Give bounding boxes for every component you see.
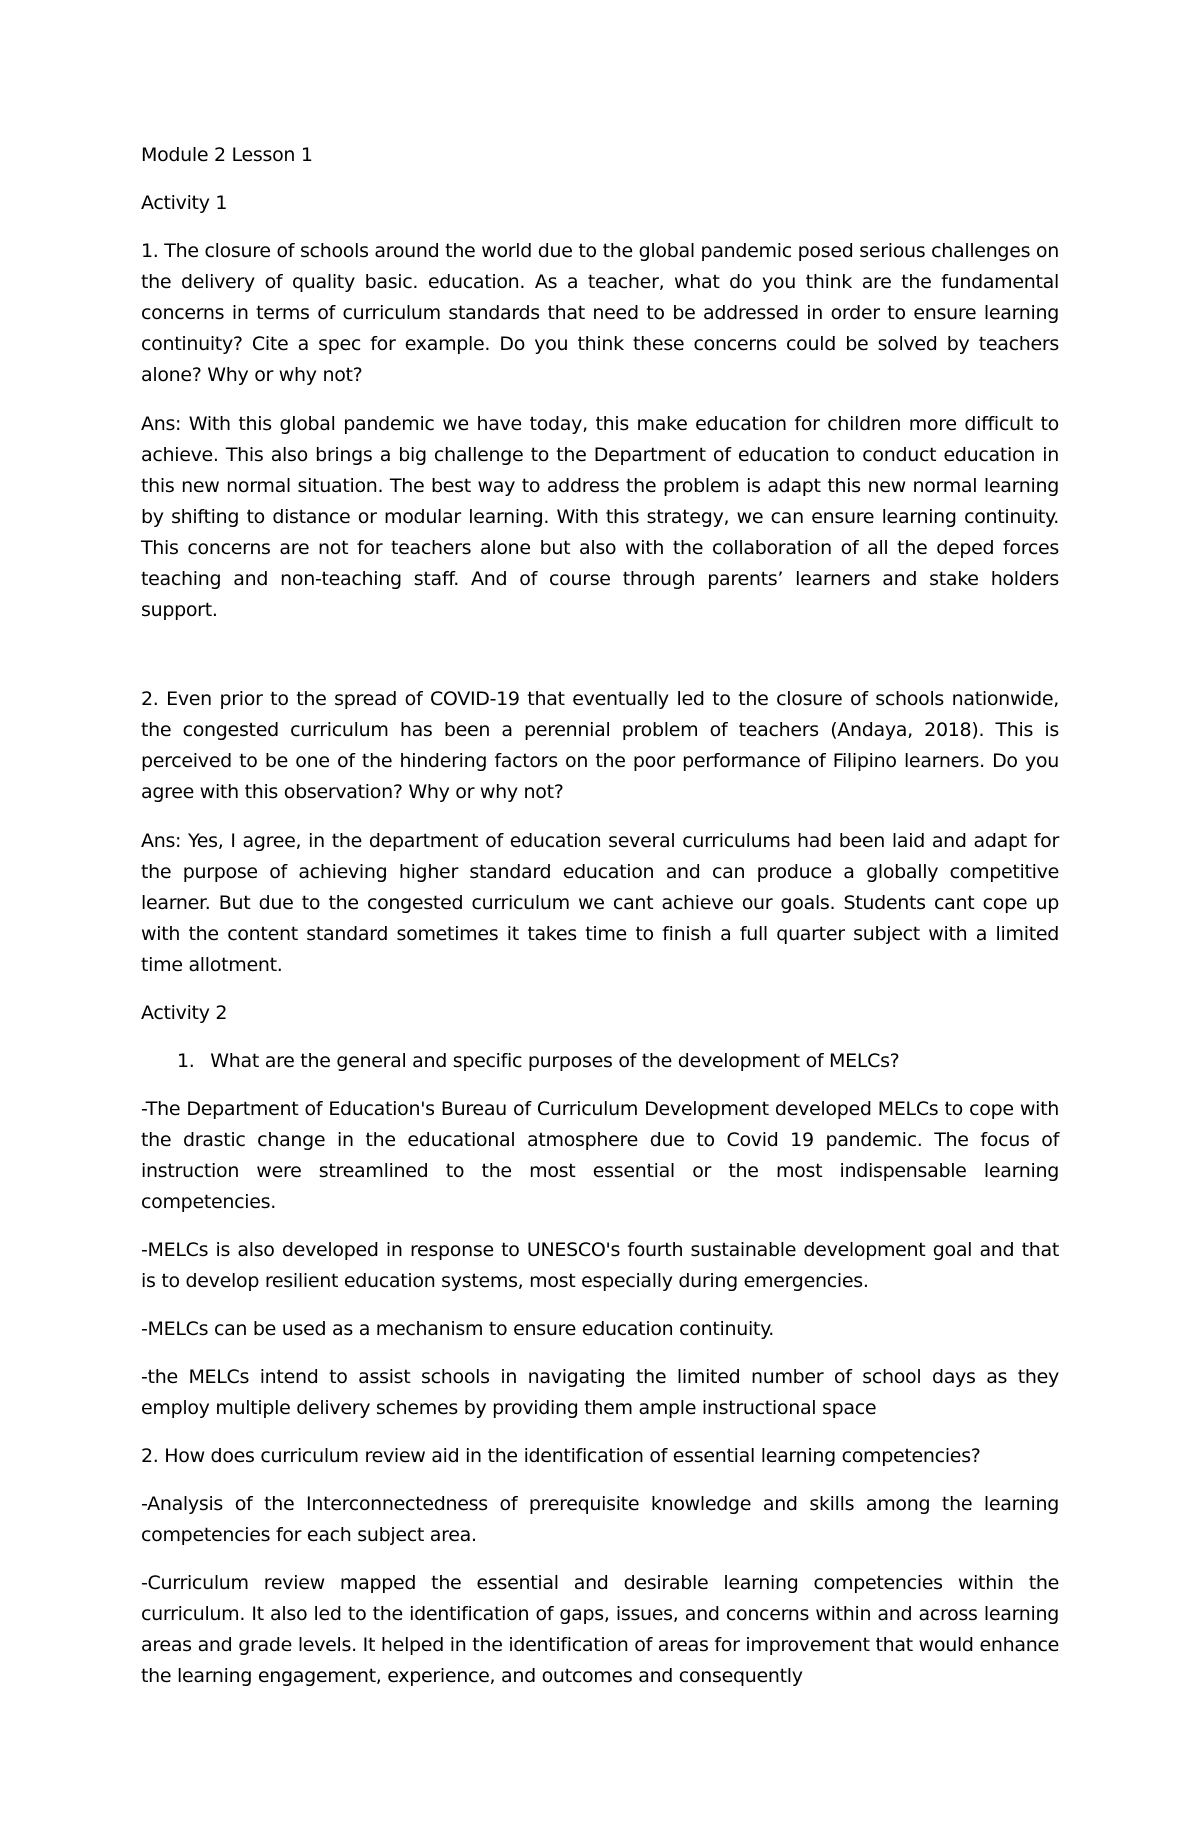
activity-2-question-1 bbox=[141, 1046, 1059, 1077]
activity-1-answer-2: Ans: Yes, I agree, in the department of education several curriculums had been laid and adapt for the purpose of achieving higher standard education and can produce a globally competitive learner. But due to the congested curriculum we cant achieve our goals. Students cant cope up with the content standard sometimes it takes time to finish a full quarter subject with a limited time allotment. bbox=[141, 830, 1059, 976]
activity-2-answer-2-paragraph-2: -Curriculum review mapped the essential and desirable learning competencies within the curriculum. It also led to the identification of gaps, issues, and concerns within and across learning areas and grade levels. It helped in the identification of areas for improvement that would enhance the learning engagement, experience, and outcomes and consequently bbox=[141, 1572, 1059, 1687]
activity-2-answer-1-paragraph-1: -The Department of Education's Bureau of Curriculum Development developed MELCs to cope with the drastic change in the educational atmosphere due to Covid 19 pandemic. The focus of instruction were streamlined to the most essential or the most indispensable learning competencies. bbox=[141, 1098, 1059, 1213]
activity-2-answer-2-paragraph-1: -Analysis of the Interconnectedness of prerequisite knowledge and skills among the learning competencies for each subject area. bbox=[141, 1493, 1059, 1546]
activity-2-answer-1-paragraph-4: -the MELCs intend to assist schools in navigating the limited number of school days as they employ multiple delivery schemes by providing them ample instructional space bbox=[141, 1366, 1059, 1419]
activity-1-question-1: 1. The closure of schools around the world due to the global pandemic posed serious challenges on the delivery of quality basic. education. As a teacher, what do you think are the fundamental concerns in terms of curriculum standards that need to be addressed in order to ensure learning continuity? Cite a spec for example. Do you think these concerns could be solved by teachers alone? Why or why not? bbox=[141, 240, 1059, 386]
document-title: Module 2 Lesson 1 bbox=[141, 144, 313, 166]
list-item-text: What are the general and specific purposes of the development of MELCs? bbox=[210, 1050, 900, 1072]
activity-1-answer-1: Ans: With this global pandemic we have today, this make education for children more difficult to achieve. This also brings a big challenge to the Department of education to conduct education in this new normal situation. The best way to address the problem is adapt this new normal learning by shifting to distance or modular learning. With this strategy, we can ensure learning continuity. This concerns are not for teachers alone but also with the collaboration of all the deped forces teaching and non-teaching staff. And of course through parents’ learners and stake holders support. bbox=[141, 413, 1059, 621]
activity-1-heading: Activity 1 bbox=[141, 192, 228, 214]
list-number: 1. bbox=[177, 1050, 195, 1072]
activity-2-answer-1-paragraph-2: -MELCs is also developed in response to UNESCO's fourth sustainable development goal and that is to develop resilient education systems, most especially during emergencies. bbox=[141, 1239, 1059, 1292]
document-body bbox=[141, 140, 1059, 1692]
activity-1-question-2: 2. Even prior to the spread of COVID-19 that eventually led to the closure of schools nationwide, the congested curriculum has been a perennial problem of teachers (Andaya, 2018). This is perceived to be one of the hindering factors on the poor performance of Filipino learners. Do you agree with this observation? Why or why not? bbox=[141, 688, 1059, 803]
activity-2-answer-1-paragraph-3: -MELCs can be used as a mechanism to ensure education continuity. bbox=[141, 1318, 775, 1340]
activity-2-heading: Activity 2 bbox=[141, 1002, 228, 1024]
activity-2-question-2: 2. How does curriculum review aid in the identification of essential learning competencies? bbox=[141, 1445, 981, 1467]
